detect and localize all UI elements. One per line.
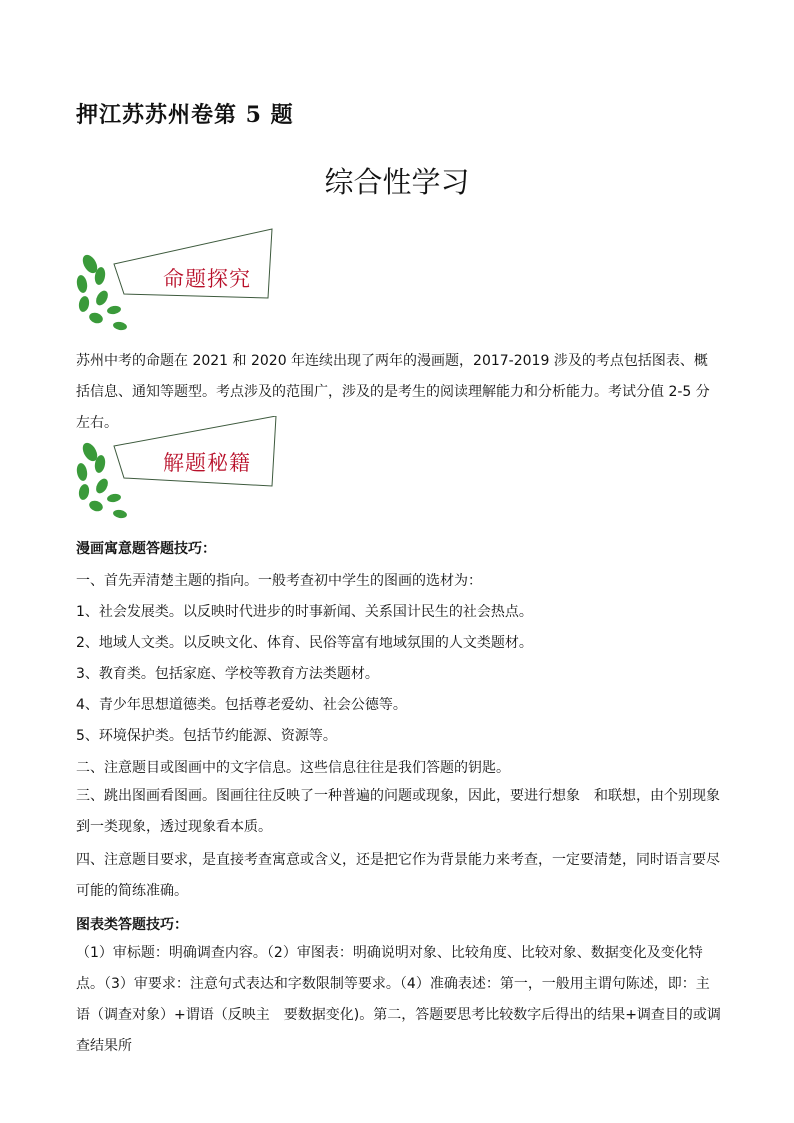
comic-line: 二、注意题目或图画中的文字信息。这些信息往往是我们答题的钥匙。 xyxy=(76,760,510,776)
exam-title: 押江苏苏州卷第 5 题 xyxy=(76,102,294,128)
intro-paragraph: 苏州中考的命题在 2021 和 2020 年连续出现了两年的漫画题，2017-2019 涉及的考点包括图表、概括信息、通知等题型。考点涉及的范围广，涉及的是考生的阅读理解能力和分析能力。考试分值 2-5 分左右。 xyxy=(76,353,710,431)
comic-paragraph-4: 四、注意题目要求，是直接考查寓意或含义，还是把它作为背景能力来考查，一定要清楚，同时语言要尽可能的简练准确。 xyxy=(76,852,720,899)
comic-line: 3、教育类。包括家庭、学校等教育方法类题材。 xyxy=(76,666,379,682)
comic-paragraph-3: 三、跳出图画看图画。图画往往反映了一种普遍的问题或现象，因此，要进行想象 和联想，由个别现象到一类现象，透过现象看本质。 xyxy=(76,788,720,835)
banner-mingti xyxy=(62,226,292,336)
comic-heading: 漫画寓意题答题技巧： xyxy=(76,541,216,557)
comic-line: 4、青少年思想道德类。包括尊老爱幼、社会公德等。 xyxy=(76,697,407,713)
banner-label: 命题探究 xyxy=(163,267,251,291)
page-title: 综合性学习 xyxy=(324,165,470,199)
comic-line: 5、环境保护类。包括节约能源、资源等。 xyxy=(76,728,337,744)
banner-jieti xyxy=(62,416,292,526)
chart-heading: 图表类答题技巧： xyxy=(76,917,188,933)
banner-label: 解题秘籍 xyxy=(163,451,251,475)
comic-line: 1、社会发展类。以反映时代进步的时事新闻、关系国计民生的社会热点。 xyxy=(76,604,533,620)
chart-paragraph: （1）审标题：明确调查内容。（2）审图表：明确说明对象、比较角度、比较对象、数据变化及变化特点。（3）审要求：注意句式表达和字数限制等要求。（4）准确表述：第一，一般用主谓句陈述，即：主语（调查对象）+谓语（反映主 要数据变化)。第二，答题要思考比较数字后得出的结果+调查目的或调查结果所 xyxy=(76,945,721,1054)
comic-line: 一、首先弄清楚主题的指向。一般考查初中学生的图画的选材为： xyxy=(76,573,482,589)
comic-line: 2、地域人文类。以反映文化、体育、民俗等富有地域氛围的人文类题材。 xyxy=(76,635,533,651)
